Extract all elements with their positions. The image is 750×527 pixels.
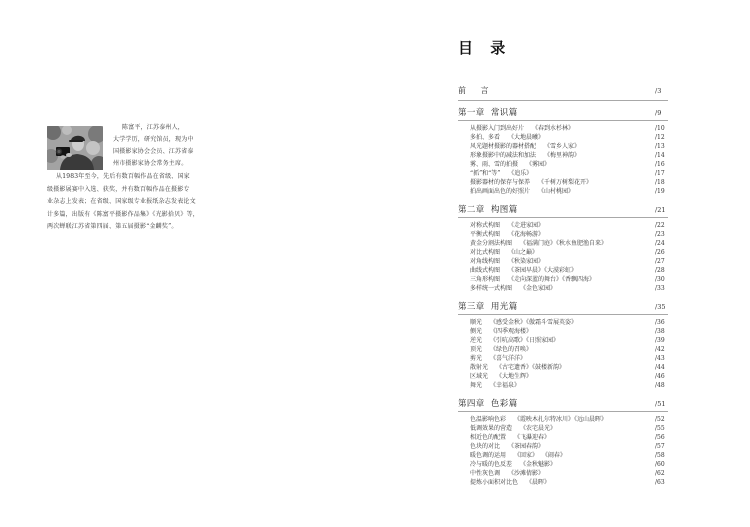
- toc-item-works: 《喜气洋洋》: [490, 355, 527, 362]
- toc-item-works: 《走进家园》: [508, 222, 545, 229]
- toc-item-page: /19: [655, 188, 665, 195]
- toc-item-works: 《茶园早晨》《大漠彩虹》: [508, 267, 578, 274]
- toc-item: [458, 187, 668, 196]
- toc-item-page: /13: [655, 143, 665, 150]
- toc-item: [458, 442, 668, 451]
- toc-item-topic: 风光题材摄影的器材搭配: [470, 143, 537, 150]
- toc-item-works: 《雾园》: [526, 161, 551, 168]
- toc-item-topic: 色温影响色彩: [470, 416, 507, 423]
- toc-item-topic: 舞光: [470, 382, 483, 389]
- toc-item-topic: 色块的对比: [470, 443, 501, 450]
- toc-item-page: /42: [655, 346, 665, 353]
- toc-item-works: 《走向深蓝的舞台》《香飘四海》: [508, 276, 596, 283]
- toc-item-page: /56: [655, 434, 665, 441]
- toc-item-works: 《晨晖》: [526, 479, 551, 486]
- toc-item-page: /38: [655, 328, 665, 335]
- toc-item: [458, 381, 668, 390]
- toc-item: [458, 266, 668, 275]
- bio-line: 级摄影展赛中入选、获奖，并有数百幅作品在摄影专: [47, 185, 190, 193]
- toc-item-page: /36: [655, 319, 665, 326]
- author-bio-side: [113, 122, 194, 170]
- toc-item: [458, 318, 668, 327]
- bio-line: 计多篇，出版有《陈富平摄影作品集》《光影拾贝》等，: [47, 210, 200, 218]
- toc-item: [458, 424, 668, 433]
- toc-preface: [458, 85, 668, 101]
- toc-item-page: /26: [655, 249, 665, 256]
- toc-item-topic: 黄金分割法构图: [470, 240, 513, 247]
- author-photo: [47, 126, 103, 170]
- toc-item: [458, 178, 668, 187]
- toc-chapter-2: [458, 205, 668, 293]
- toc-item-works: 《金秋魅影》: [520, 461, 557, 468]
- toc-item-topic: 拍出画面出色的好照片: [470, 188, 531, 195]
- toc-item-page: /39: [655, 337, 665, 344]
- toc-item-works: 《四季观海楼》: [490, 328, 533, 335]
- toc-item-topic: 相近色的配置: [470, 434, 507, 441]
- toc-item: [458, 345, 668, 354]
- toc-item: [458, 327, 668, 336]
- toc-item: [458, 239, 668, 248]
- chapter-items: [458, 124, 668, 196]
- toc-item-topic: 冷与暖的色反差: [470, 461, 513, 468]
- toc-item-page: /10: [655, 125, 665, 132]
- toc-item-topic: 侧光: [470, 328, 483, 335]
- toc-item-topic: 暖色调的运用: [470, 452, 507, 459]
- toc-item: [458, 248, 668, 257]
- toc-item-topic: “抓”和“等”: [470, 170, 501, 177]
- toc-item-topic: 中性灰色调: [470, 470, 501, 477]
- toc-item-page: /23: [655, 231, 665, 238]
- bio-line: 州市摄影家协会常务主席。: [113, 160, 188, 167]
- bio-line: 两次蝉联江苏省第四届、第五届摄影“金麟奖”。: [47, 223, 178, 230]
- toc-item-works: 《飞瀑迎春》: [514, 434, 551, 441]
- toc-item-page: /60: [655, 461, 665, 468]
- chapter-title: 第四章 色彩篇: [458, 399, 518, 409]
- toc-item-works: 《农宅晨光》: [520, 425, 557, 432]
- toc-item-works: 《沙滩倩影》: [508, 470, 545, 477]
- toc-item: [458, 275, 668, 284]
- toc-item-topic: 提炼小面积对比色: [470, 479, 519, 486]
- toc-item-works: 《春到水杉林》: [532, 125, 575, 132]
- toc-item-topic: 剪光: [470, 355, 483, 362]
- toc-item-page: /28: [655, 267, 665, 274]
- toc-item-topic: 对称式构图: [470, 222, 501, 229]
- toc-chapter-3: [458, 302, 668, 390]
- toc-item-page: /14: [655, 152, 665, 159]
- toc-item-topic: 摄影器材的保存与保养: [470, 179, 531, 186]
- chapter-heading: [458, 399, 668, 412]
- toc-item-works: 《感受金秋》《傲霜斗雪展英姿》: [490, 319, 578, 326]
- chapter-heading: [458, 302, 668, 315]
- toc-item-works: 《幸福泉》: [490, 382, 521, 389]
- toc-item: [458, 284, 668, 293]
- chapter-items: [458, 318, 668, 390]
- toc-item-topic: 曲线式构图: [470, 267, 501, 274]
- toc-preface-label: 前 言: [458, 86, 495, 95]
- toc-item: [458, 257, 668, 266]
- toc-item-works: 《花海畅游》: [508, 231, 545, 238]
- toc-item: [458, 151, 668, 160]
- toc-item-works: 《引吭高歌》《日照家园》: [490, 337, 560, 344]
- toc-item: [458, 142, 668, 151]
- toc-item-topic: 对角线构图: [470, 258, 501, 265]
- chapter-page: /9: [655, 109, 662, 117]
- toc-item-page: /48: [655, 382, 665, 389]
- toc-item-topic: 区域光: [470, 373, 489, 380]
- chapter-heading: [458, 205, 668, 218]
- author-bio-below: [47, 171, 199, 234]
- toc-item-page: /17: [655, 170, 665, 177]
- toc-item-topic: 对比式构图: [470, 249, 501, 256]
- toc-item-topic: 顺光: [470, 319, 483, 326]
- toc-item-works: 《茶园春韵》: [508, 443, 545, 450]
- toc-item-topic: 逆光: [470, 337, 483, 344]
- chapter-title: 第三章 用光篇: [458, 302, 518, 312]
- toc-item-works: 《追乐》: [508, 170, 533, 177]
- toc-item-page: /27: [655, 258, 665, 265]
- bio-line: 国摄影家协会会员、江苏省泰: [113, 148, 194, 155]
- toc-item-page: /12: [655, 134, 665, 141]
- toc-item-works: 《霞映木扎尔特冰川》《远山晨晖》: [514, 416, 608, 423]
- toc-item: [458, 336, 668, 345]
- toc-chapter-4: [458, 399, 668, 487]
- toc-item-works: 《大地生辉》: [496, 373, 533, 380]
- toc-item-page: /30: [655, 276, 665, 283]
- chapter-items: [458, 415, 668, 487]
- toc-item-page: /55: [655, 425, 665, 432]
- toc-item-page: /33: [655, 285, 665, 292]
- chapter-page: /35: [655, 303, 666, 311]
- toc-item: [458, 169, 668, 178]
- toc-item-page: /57: [655, 443, 665, 450]
- chapter-page: /51: [655, 400, 666, 408]
- toc-item-page: /46: [655, 373, 665, 380]
- toc-item-topic: 多拍、多看: [470, 134, 501, 141]
- toc-item-topic: 形象摄影中的减法和加法: [470, 152, 537, 159]
- toc-item: [458, 433, 668, 442]
- toc-item-page: /58: [655, 452, 665, 459]
- toc-item-page: /22: [655, 222, 665, 229]
- toc-item-works: 《梅里神韵》: [544, 152, 581, 159]
- toc-item-works: 《千树万树梨花开》: [538, 179, 593, 186]
- toc-item: [458, 230, 668, 239]
- toc-item-page: /44: [655, 364, 665, 371]
- toc-item-page: /63: [655, 479, 665, 486]
- toc-item: [458, 372, 668, 381]
- toc-item: [458, 160, 668, 169]
- toc-item-topic: 三角形构图: [470, 276, 501, 283]
- bio-line: 大学学历，研究馆员，现为中: [113, 136, 194, 143]
- toc-item-page: /18: [655, 179, 665, 186]
- toc-item-topic: 雾、雨、雪的拍摄: [470, 161, 519, 168]
- toc-item-works: 《回家》 《闹春》: [514, 452, 566, 459]
- bio-line: 业杂志上发表；在省级、国家级专业报纸杂志发表论文: [47, 198, 196, 205]
- toc-item: [458, 451, 668, 460]
- toc-item-topic: 顶光: [470, 346, 483, 353]
- toc-item: [458, 460, 668, 469]
- toc-item-works: 《绿色的召唤》: [490, 346, 533, 353]
- bio-line: 从1983年至今，先后有数百幅作品在省级、国家: [56, 173, 190, 180]
- toc-item-works: 《金色家园》: [520, 285, 557, 292]
- toc-item-page: /43: [655, 355, 665, 362]
- toc-title: 目 录: [458, 39, 512, 57]
- toc-item-topic: 散射光: [470, 364, 489, 371]
- toc-item-works: 《秋染家园》: [508, 258, 545, 265]
- toc-preface-page: /3: [655, 87, 662, 95]
- toc-item: [458, 124, 668, 133]
- toc-item-works: 《福满门庭》《秋水鱼肥渔自来》: [520, 240, 608, 247]
- chapter-title: 第二章 构图篇: [458, 205, 518, 215]
- toc-item: [458, 354, 668, 363]
- author-photo-image: [47, 126, 103, 170]
- toc-item: [458, 221, 668, 230]
- toc-item-topic: 平衡式构图: [470, 231, 501, 238]
- toc-item: [458, 469, 668, 478]
- chapter-heading: [458, 108, 668, 121]
- chapter-items: [458, 221, 668, 293]
- toc-item-topic: 从摄影入门到出好片: [470, 125, 525, 132]
- toc-item-works: 《山村桃园》: [538, 188, 575, 195]
- toc-item-page: /16: [655, 161, 665, 168]
- toc-item-page: /52: [655, 416, 665, 423]
- toc-item-works: 《大地晨曦》: [508, 134, 545, 141]
- toc-item-page: /62: [655, 470, 665, 477]
- toc-chapter-1: [458, 108, 668, 196]
- table-of-contents: [458, 85, 668, 487]
- toc-item-works: 《山之巅》: [508, 249, 539, 256]
- bio-line: 陈富平，江苏泰州人，: [122, 124, 185, 131]
- toc-item: [458, 478, 668, 487]
- chapter-title: 第一章 常识篇: [458, 108, 518, 118]
- chapter-page: /21: [655, 206, 666, 214]
- toc-item: [458, 415, 668, 424]
- toc-item-page: /24: [655, 240, 665, 247]
- toc-item-topic: 低调效果的营造: [470, 425, 513, 432]
- toc-item-works: 《古宅遗香》《鼓楼新韵》: [496, 364, 566, 371]
- toc-item-works: 《雪乡人家》: [544, 143, 581, 150]
- toc-item: [458, 363, 668, 372]
- toc-item-topic: 多样统一式构图: [470, 285, 513, 292]
- toc-item: [458, 133, 668, 142]
